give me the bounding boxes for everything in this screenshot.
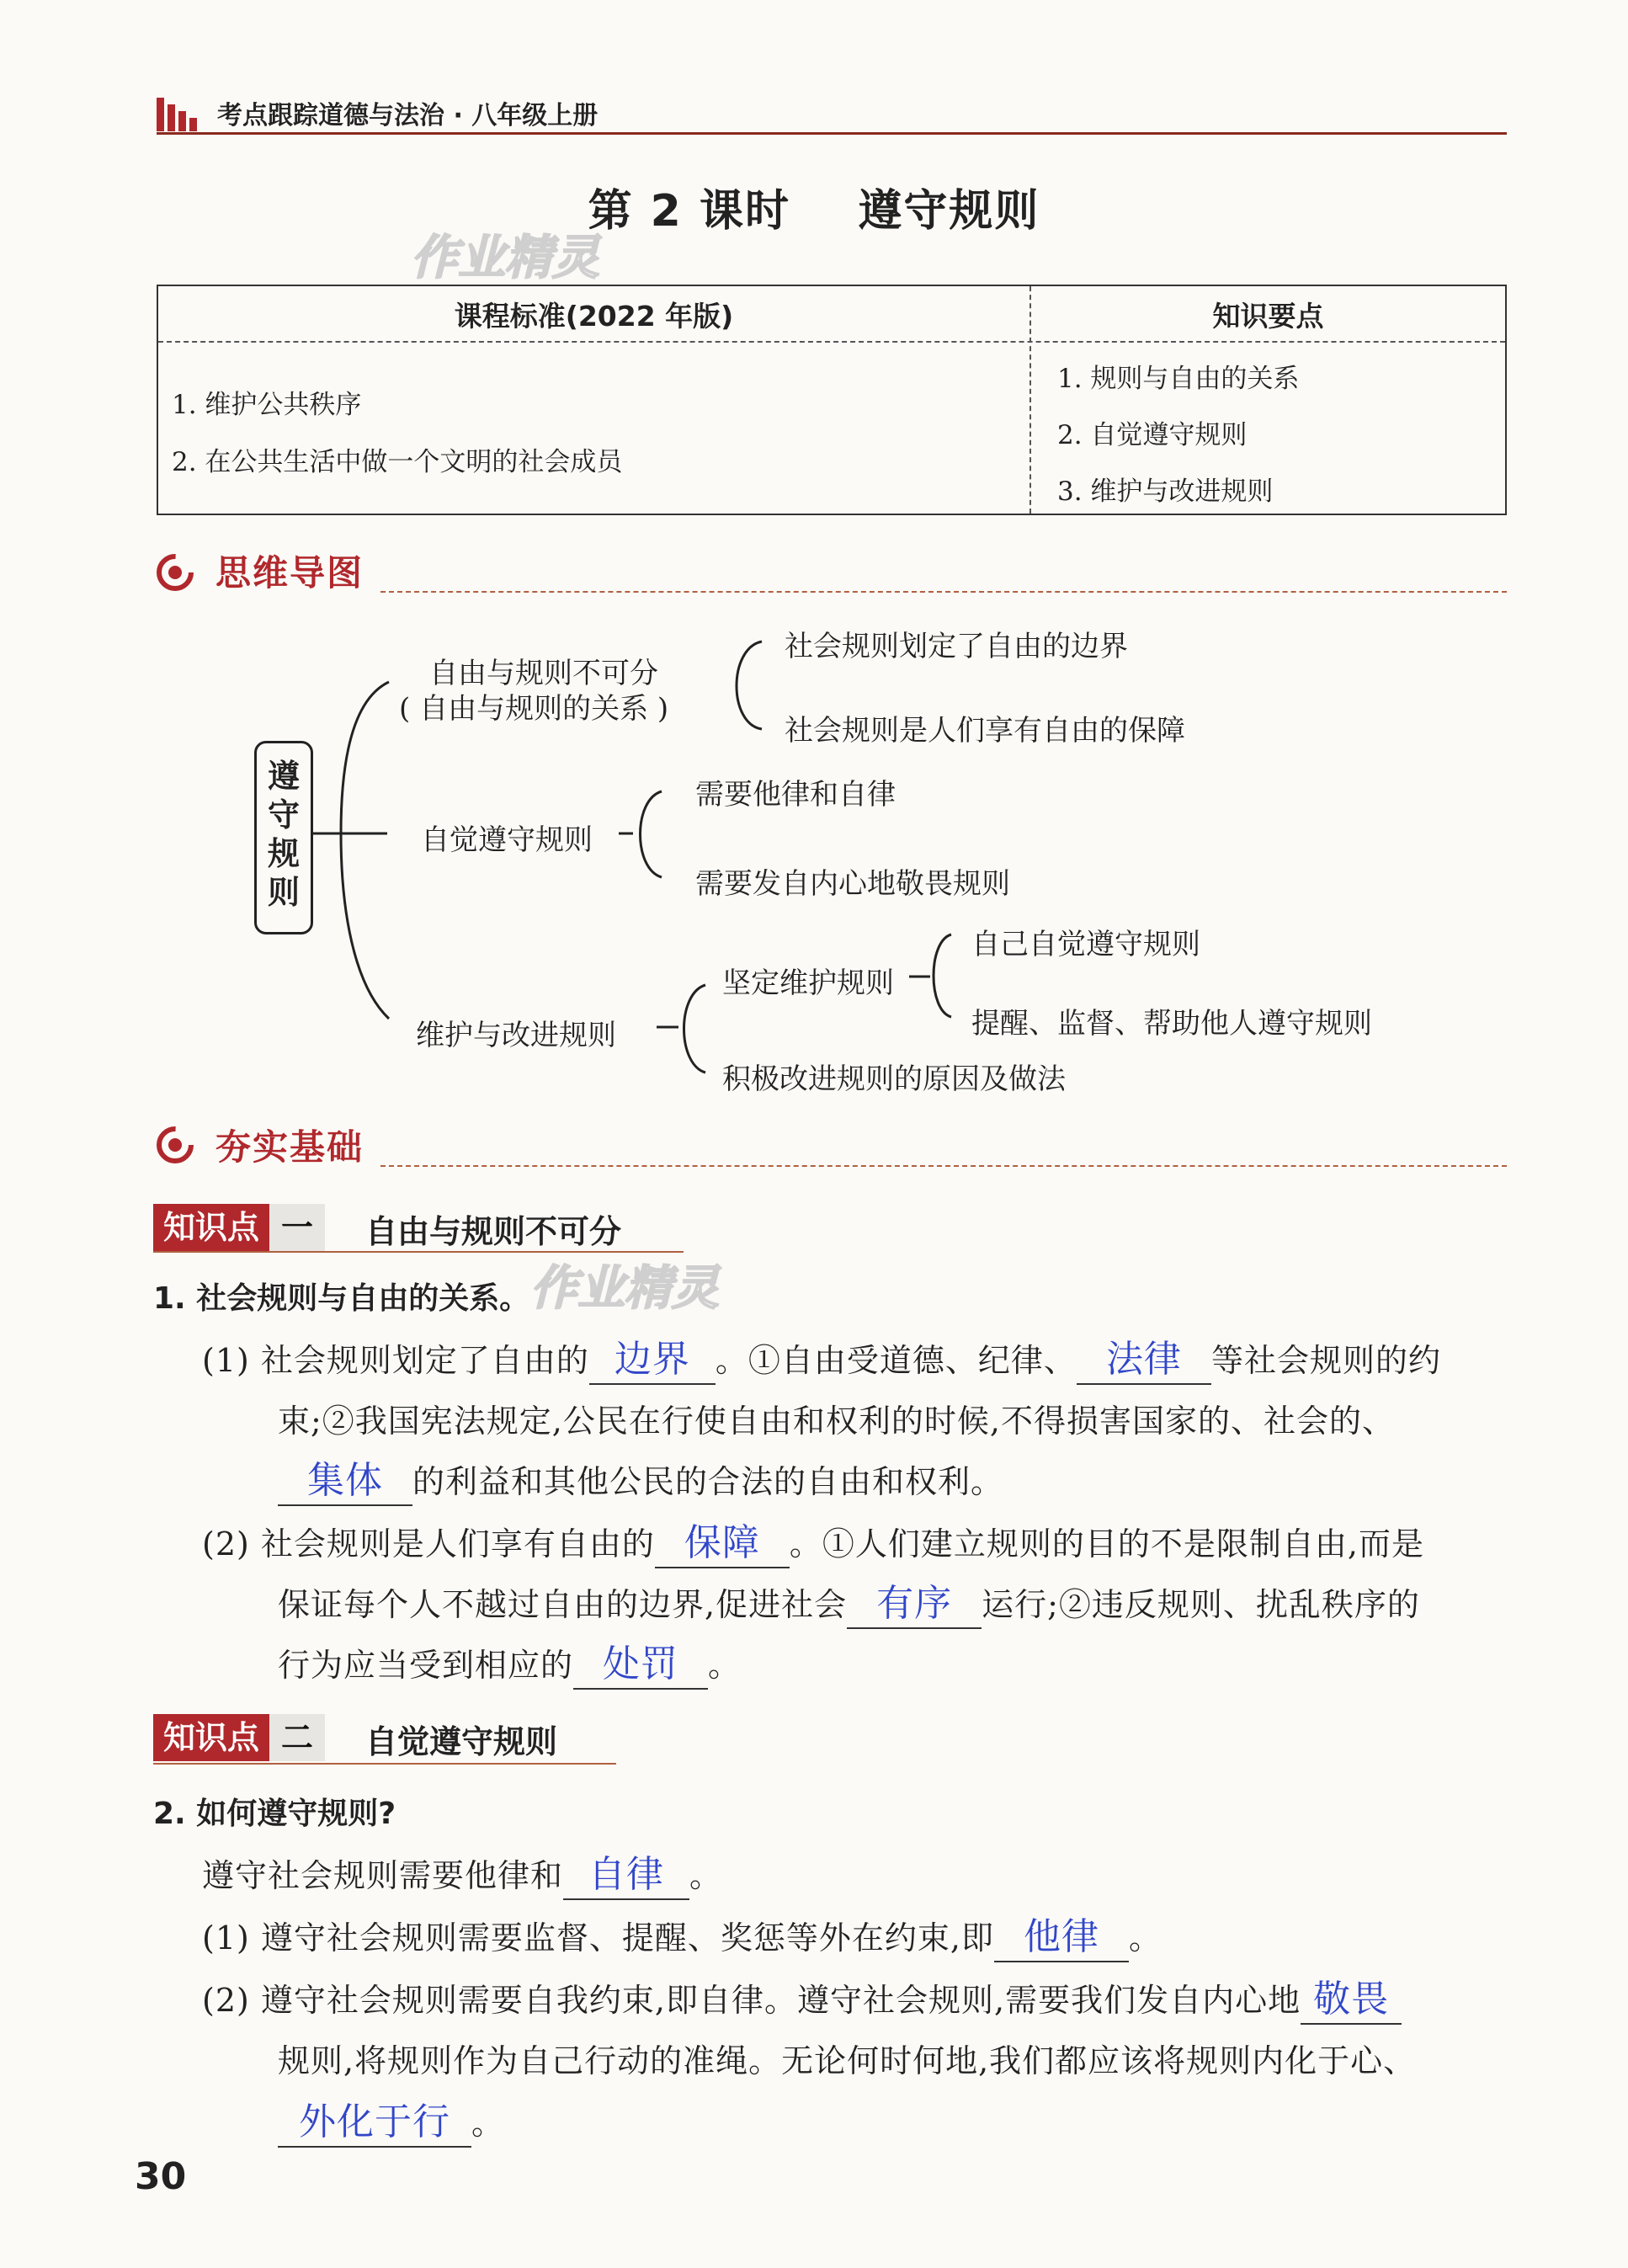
watermark: 作业精灵 [411,231,599,285]
paragraph: 规则,将规则作为自己行动的准绳。无论何时何地,我们都应该将规则内化于心、 [278,2042,1417,2079]
paragraph: (2) 遵守社会规则需要自我约束,即自律。遵守社会规则,需要我们发自内心地 敬畏 [202,1970,1402,2031]
section-title-basics: 夯实基础 [215,1126,364,1168]
mindmap-branch-2: 自觉遵守规则 [421,823,593,857]
answer-blank: 集体 [278,1457,412,1506]
lesson-name: 遵守规则 [858,186,1040,237]
mindmap-branch-3: 维护与改进规则 [416,1019,616,1052]
answer-blank: 自律 [563,1851,689,1900]
key-point-item: 2. 自觉遵守规则 [1057,420,1248,450]
mindmap-branch-1-sub: ( 自由与规则的关系 ) [399,692,669,726]
answer-blank: 边界 [589,1336,716,1385]
section-title-mindmap: 思维导图 [215,552,364,594]
mindmap-leaf: 需要他律和自律 [695,778,896,812]
answer-blank: 外化于行 [278,2099,471,2148]
key-point-item: 3. 维护与改进规则 [1057,476,1274,507]
question-title: 1. 社会规则与自由的关系。 [153,1281,530,1316]
mindmap-leaf: 提醒、监督、帮助他人遵守规则 [971,1007,1372,1041]
mindmap-leaf: 社会规则是人们享有自由的保障 [785,714,1185,748]
mindmap-root: 遵 守 规 则 [254,741,313,934]
paragraph: 集体 的利益和其他公民的合法的自由和权利。 [278,1451,1003,1512]
answer-blank: 法律 [1077,1336,1211,1385]
answer-blank: 他律 [994,1914,1129,1962]
mindmap-sub-branch: 坚定维护规则 [722,966,894,1000]
paragraph: 遵守社会规则需要他律和 自律 。 [202,1845,722,1906]
paragraph: 外化于行 。 [278,2093,504,2154]
mindmap-leaf: 社会规则划定了自由的边界 [785,630,1128,663]
watermark: 作业精灵 [530,1261,719,1316]
standards-col1-header: 课程标准(2022 年版) [454,300,734,333]
answer-blank: 保障 [655,1520,790,1568]
mindmap-branch-1: 自由与规则不可分 [429,657,658,690]
knowledge-point-title: 自觉遵守规则 [365,1723,558,1760]
knowledge-point-tag: 知识点 一 [153,1204,325,1251]
knowledge-point-title: 自由与规则不可分 [365,1213,622,1250]
standard-item: 2. 在公共生活中做一个文明的社会成员 [172,447,623,477]
answer-blank: 处罚 [573,1641,708,1690]
header-title: 考点跟踪道德与法治 · 八年级上册 [217,101,599,130]
question-title: 2. 如何遵守规则? [153,1797,396,1831]
paragraph: (2) 社会规则是人们享有自由的 保障 。①人们建立规则的目的不是限制自由,而是 [202,1514,1424,1574]
page-number: 30 [135,2155,187,2198]
key-point-item: 1. 规则与自由的关系 [1057,364,1300,394]
answer-blank: 敬畏 [1301,1976,1402,2025]
target-icon [155,1125,195,1165]
lesson-prefix: 第 2 课时 [588,186,790,237]
section-divider [380,1165,1507,1167]
mindmap-leaf: 自己自觉遵守规则 [971,928,1200,961]
paragraph: (1) 遵守社会规则需要监督、提醒、奖惩等外在约束,即 他律 。 [202,1908,1162,1968]
paragraph: (1) 社会规则划定了自由的 边界 。①自由受道德、纪律、 法律 等社会规则的约 [202,1330,1441,1391]
answer-blank: 有序 [847,1580,982,1629]
paragraph: 行为应当受到相应的 处罚 。 [278,1635,741,1696]
paragraph: 保证每个人不越过自由的边界,促进社会 有序 运行;②违反规则、扰乱秩序的 [278,1574,1420,1635]
mindmap-leaf: 积极改进规则的原因及做法 [722,1062,1066,1096]
paragraph: 束;②我国宪法规定,公民在行使自由和权利的时候,不得损害国家的、社会的、 [278,1403,1395,1440]
standards-col2-header: 知识要点 [1212,300,1324,333]
mindmap-leaf: 需要发自内心地敬畏规则 [695,867,1010,901]
standard-item: 1. 维护公共秩序 [172,390,362,420]
knowledge-point-underline [153,1763,616,1765]
knowledge-point-tag: 知识点 二 [153,1714,325,1761]
